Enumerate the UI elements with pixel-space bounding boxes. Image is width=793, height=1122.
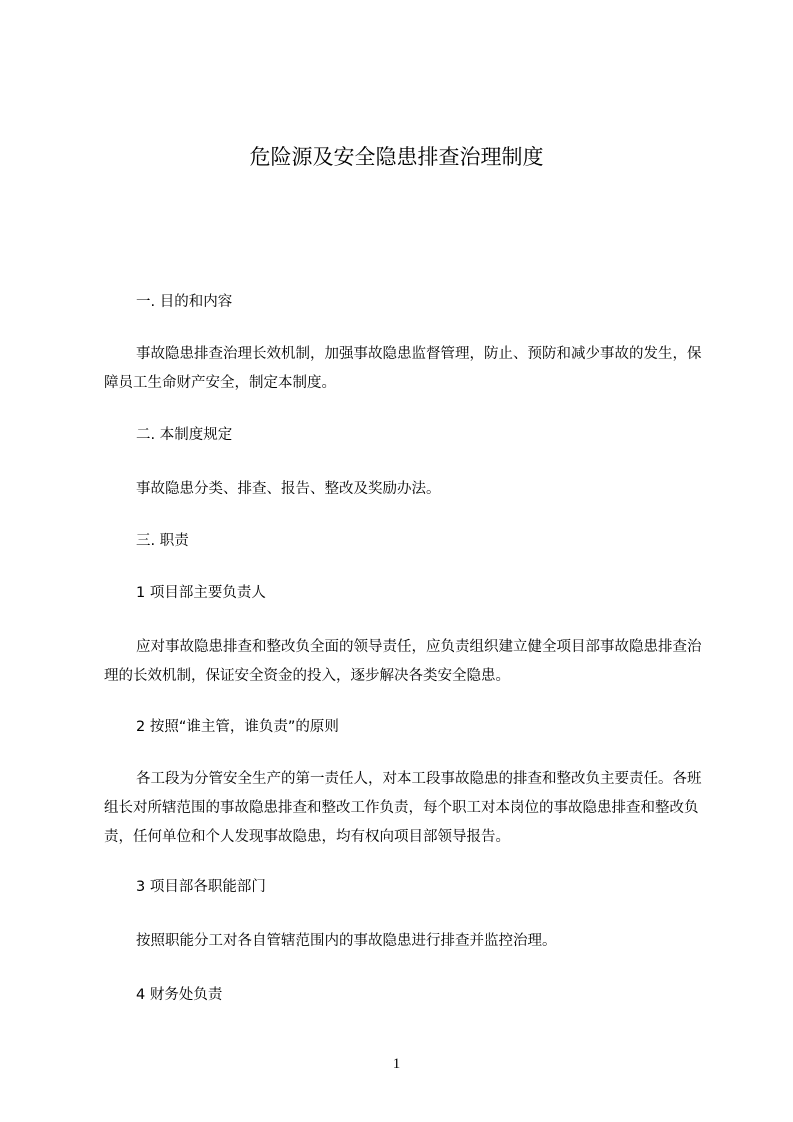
section-heading-duties: 三. 职责 xyxy=(136,533,189,549)
subheading-responsibility-principle: 2 按照“谁主管，谁负责”的原则 xyxy=(136,719,339,735)
section-heading-regulation: 二. 本制度规定 xyxy=(136,427,233,443)
page-number: 1 xyxy=(392,1056,401,1072)
subheading-finance-office: 4 财务处负责 xyxy=(136,987,223,1003)
paragraph-responsibility-principle: 各工段为分管安全生产的第一责任人，对本工段事故隐患的排查和整改负主要责任。各班组长对所辖范围的事故隐患排查和整改工作负责，每个职工对本岗位的事故隐患排查和整改负责，任何单位和个人发现事故隐患，均有权向项目部领导报告。 xyxy=(104,771,702,845)
paragraph-regulation: 事故隐患分类、排查、报告、整改及奖励办法。 xyxy=(136,481,441,497)
subheading-functional-departments: 3 项目部各职能部门 xyxy=(136,879,266,895)
paragraph-purpose: 事故隐患排查治理长效机制，加强事故隐患监督管理，防止、预防和减少事故的发生，保障员工生命财产安全，制定本制度。 xyxy=(104,346,702,391)
document-title: 危险源及安全隐患排查治理制度 xyxy=(249,145,544,169)
paragraph-project-leader: 应对事故隐患排查和整改负全面的领导责任，应负责组织建立健全项目部事故隐患排查治理的长效机制，保证安全资金的投入，逐步解决各类安全隐患。 xyxy=(104,639,702,684)
section-heading-purpose: 一. 目的和内容 xyxy=(136,294,233,310)
paragraph-functional-departments: 按照职能分工对各自管辖范围内的事故隐患进行排查并监控治理。 xyxy=(136,933,557,949)
subheading-project-leader: 1 项目部主要负责人 xyxy=(136,585,266,601)
